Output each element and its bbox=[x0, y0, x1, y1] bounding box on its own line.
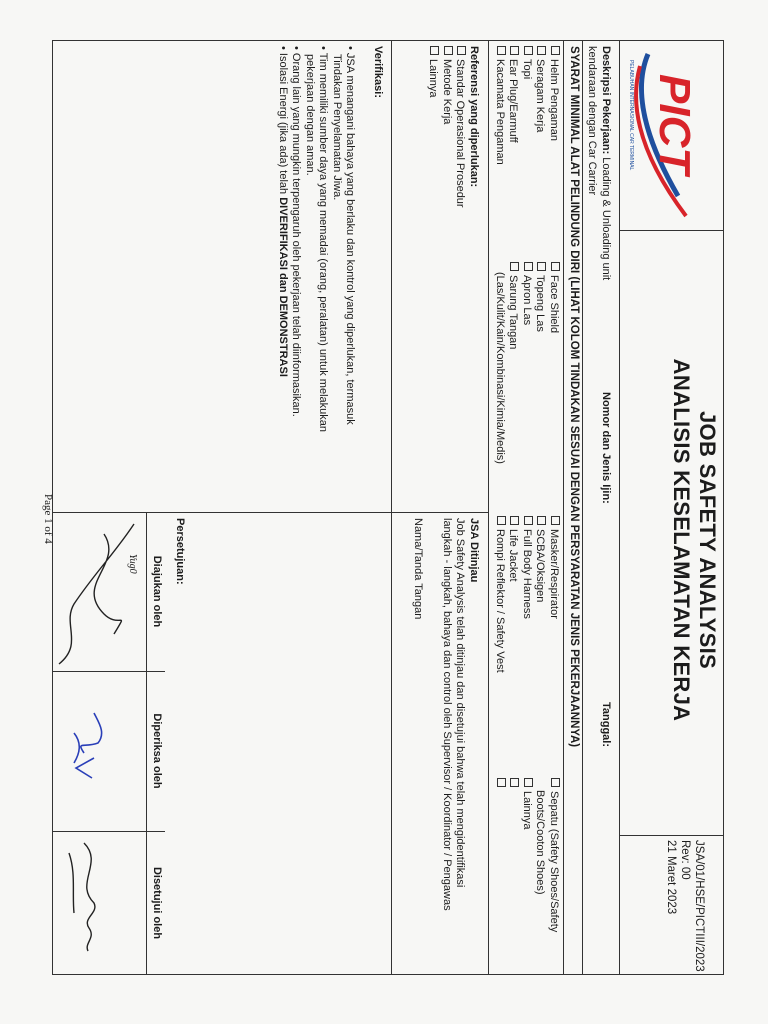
ppe-item: Lainnya bbox=[520, 778, 534, 932]
ppe-item: Apron Las bbox=[520, 262, 534, 464]
ppe-col-4 bbox=[493, 778, 561, 932]
persetujuan-heading: Persetujuan: bbox=[174, 518, 186, 585]
deskripsi-field bbox=[585, 46, 612, 280]
checkbox[interactable] bbox=[538, 262, 547, 271]
diperiksa-label: Diperiksa oleh bbox=[151, 713, 163, 789]
approval-divider-2 bbox=[52, 831, 165, 832]
referensi-item: Metode Kerja bbox=[440, 46, 454, 208]
logo-text: PICT bbox=[650, 74, 699, 175]
ppe-item: Sepatu (Safety Shoes/Safety bbox=[547, 778, 561, 932]
checkbox[interactable] bbox=[524, 262, 533, 271]
signature-note: Yug0 bbox=[127, 554, 138, 574]
checkbox[interactable] bbox=[538, 46, 547, 55]
verifikasi-heading: Verifikasi: bbox=[372, 46, 384, 98]
ppe-item: Topeng Las bbox=[533, 262, 547, 464]
verifikasi-section bbox=[276, 46, 385, 432]
disetujui-label: Disetujui oleh bbox=[151, 866, 163, 940]
ppe-heading-top bbox=[582, 40, 583, 975]
checkbox[interactable] bbox=[524, 778, 533, 787]
document-title bbox=[668, 340, 720, 740]
ppe-item: SCBA/Oksigen bbox=[533, 516, 547, 673]
approval-divider-1 bbox=[52, 671, 165, 672]
checkbox[interactable] bbox=[524, 46, 533, 55]
middle-divider bbox=[52, 512, 489, 513]
checkbox[interactable] bbox=[511, 262, 520, 271]
title-line-1: JOB SAFETY ANALYSIS bbox=[695, 411, 720, 669]
doc-code: JSA/01/HSE/PICTIII/2023 bbox=[693, 840, 705, 972]
ditinjau-section bbox=[440, 518, 481, 911]
ppe-item: Seragam Kerja bbox=[533, 46, 547, 165]
ppe-col-1 bbox=[493, 46, 561, 165]
checkbox[interactable] bbox=[551, 516, 560, 525]
checkbox[interactable] bbox=[511, 516, 520, 525]
ppe-item: Rompi Reflektor / Safety Vest bbox=[493, 516, 507, 673]
ppe-item: Kacamata Pengaman bbox=[493, 46, 507, 165]
ppe-item: Sarung Tangan bbox=[506, 262, 520, 464]
ppe-item: Helm Pengaman bbox=[547, 46, 561, 165]
bullet-4: • Isolasi Energi (jika ada) telah DIVERIFIKASI dan DEMONSTRASI bbox=[277, 46, 289, 377]
ppe-item bbox=[493, 778, 507, 932]
ppe-item: Life Jacket bbox=[506, 516, 520, 673]
bullet-1-cont: Tindakan Penyelamatan Jiwa. bbox=[331, 54, 343, 201]
pict-logo bbox=[626, 46, 718, 230]
ppe-heading: SYARAT MINIMAL ALAT PELINDUNG DIRI (LIHAT KOLOM TINDAKAN SESUAI DENGAN PERSYARATAN JENIS PEKERJAANNYA) bbox=[568, 46, 580, 748]
ditinjau-text-2: langkah - langkah, bahaya dan control oleh Supervisor / Koordinator / Pengawas bbox=[441, 518, 453, 911]
ditinjau-text-1: Job Safety Analysis telah ditinjau dan disetujui bahwa telah mengidentifikasi bbox=[454, 518, 467, 888]
doc-revision: Rev: 00 bbox=[679, 840, 691, 880]
deskripsi-label: Deskripsi Pekerjaan: bbox=[600, 46, 612, 155]
referensi-bottom bbox=[391, 40, 392, 975]
tanggal-label: Tanggal: bbox=[600, 702, 612, 748]
ppe-item: Topi bbox=[520, 46, 534, 165]
referensi-item: Lainnya bbox=[426, 46, 440, 208]
logo-divider bbox=[620, 230, 724, 231]
ditinjau-sign-label: Nama/Tanda Tangan bbox=[412, 518, 424, 620]
signature-disetujui bbox=[54, 833, 144, 973]
checkbox[interactable] bbox=[497, 778, 506, 787]
signature-diajukan bbox=[54, 514, 144, 670]
checkbox[interactable] bbox=[551, 46, 560, 55]
checkbox[interactable] bbox=[444, 46, 453, 55]
ppe-item: Ear Plug/Earmuff bbox=[506, 46, 520, 165]
checkbox[interactable] bbox=[511, 778, 520, 787]
ppe-item: (Las/Kulit/Kain/Kombinasi/Kimia/Medis) bbox=[494, 272, 506, 464]
checkbox[interactable] bbox=[551, 262, 560, 271]
doc-date: 21 Maret 2023 bbox=[665, 840, 677, 915]
checkbox[interactable] bbox=[497, 46, 506, 55]
deskripsi-value-2: kendaraan dengan Car Carrier bbox=[586, 46, 599, 196]
checkbox[interactable] bbox=[538, 516, 547, 525]
ppe-item: Face Shield bbox=[547, 262, 561, 464]
bullet-2: • Tim memiliki sumber daya yang memadai (orang, peralatan) untuk melakukan bbox=[317, 46, 330, 432]
ppe-item: Full Body Harness bbox=[520, 516, 534, 673]
ppe-col-3 bbox=[493, 516, 561, 673]
ppe-bottom bbox=[488, 40, 489, 975]
ditinjau-heading: JSA Ditinjau bbox=[468, 518, 480, 583]
nomor-label: Nomor dan Jenis Ijin: bbox=[600, 392, 612, 504]
checkbox[interactable] bbox=[458, 46, 467, 55]
jsa-form bbox=[52, 40, 724, 975]
ppe-heading-bottom bbox=[563, 40, 564, 975]
page-number: Page 1 of 4 bbox=[42, 494, 54, 544]
checkbox[interactable] bbox=[551, 778, 560, 787]
checkbox[interactable] bbox=[431, 46, 440, 55]
diajukan-label: Diajukan oleh bbox=[151, 555, 163, 628]
deskripsi-value-1: Loading & Unloading unit bbox=[600, 157, 612, 281]
checkbox[interactable] bbox=[524, 516, 533, 525]
bullet-3: • Orang lain yang mungkin terpengaruh oleh pekerjaan telah diinformasikan. bbox=[290, 46, 303, 417]
ppe-item bbox=[506, 778, 520, 932]
ppe-item: Boots/Cooton Shoes) bbox=[534, 790, 547, 895]
logo-tagline: PELABUHAN INTERNASIONAL CAR TERMINAL bbox=[628, 60, 634, 171]
code-divider bbox=[620, 835, 724, 836]
bullet-1: • JSA menangani bahaya yang berlaku dan kontrol yang diperlukan, termasuk bbox=[344, 46, 357, 425]
checkbox[interactable] bbox=[497, 516, 506, 525]
doc-code-block bbox=[664, 840, 706, 972]
checkbox[interactable] bbox=[511, 46, 520, 55]
title-line-2: ANALISIS KESELAMATAN KERJA bbox=[669, 358, 694, 722]
referensi-item: Standar Operasional Prosedur bbox=[453, 46, 467, 208]
approval-header-line bbox=[146, 512, 147, 975]
referensi-section bbox=[426, 46, 480, 208]
signature-diperiksa bbox=[54, 673, 144, 829]
ppe-col-2 bbox=[493, 262, 561, 464]
referensi-heading: Referensi yang diperlukan: bbox=[468, 46, 480, 188]
ppe-item: Masker/Respirator bbox=[547, 516, 561, 673]
bullet-2-cont: pekerjaan dengan aman. bbox=[304, 54, 316, 176]
